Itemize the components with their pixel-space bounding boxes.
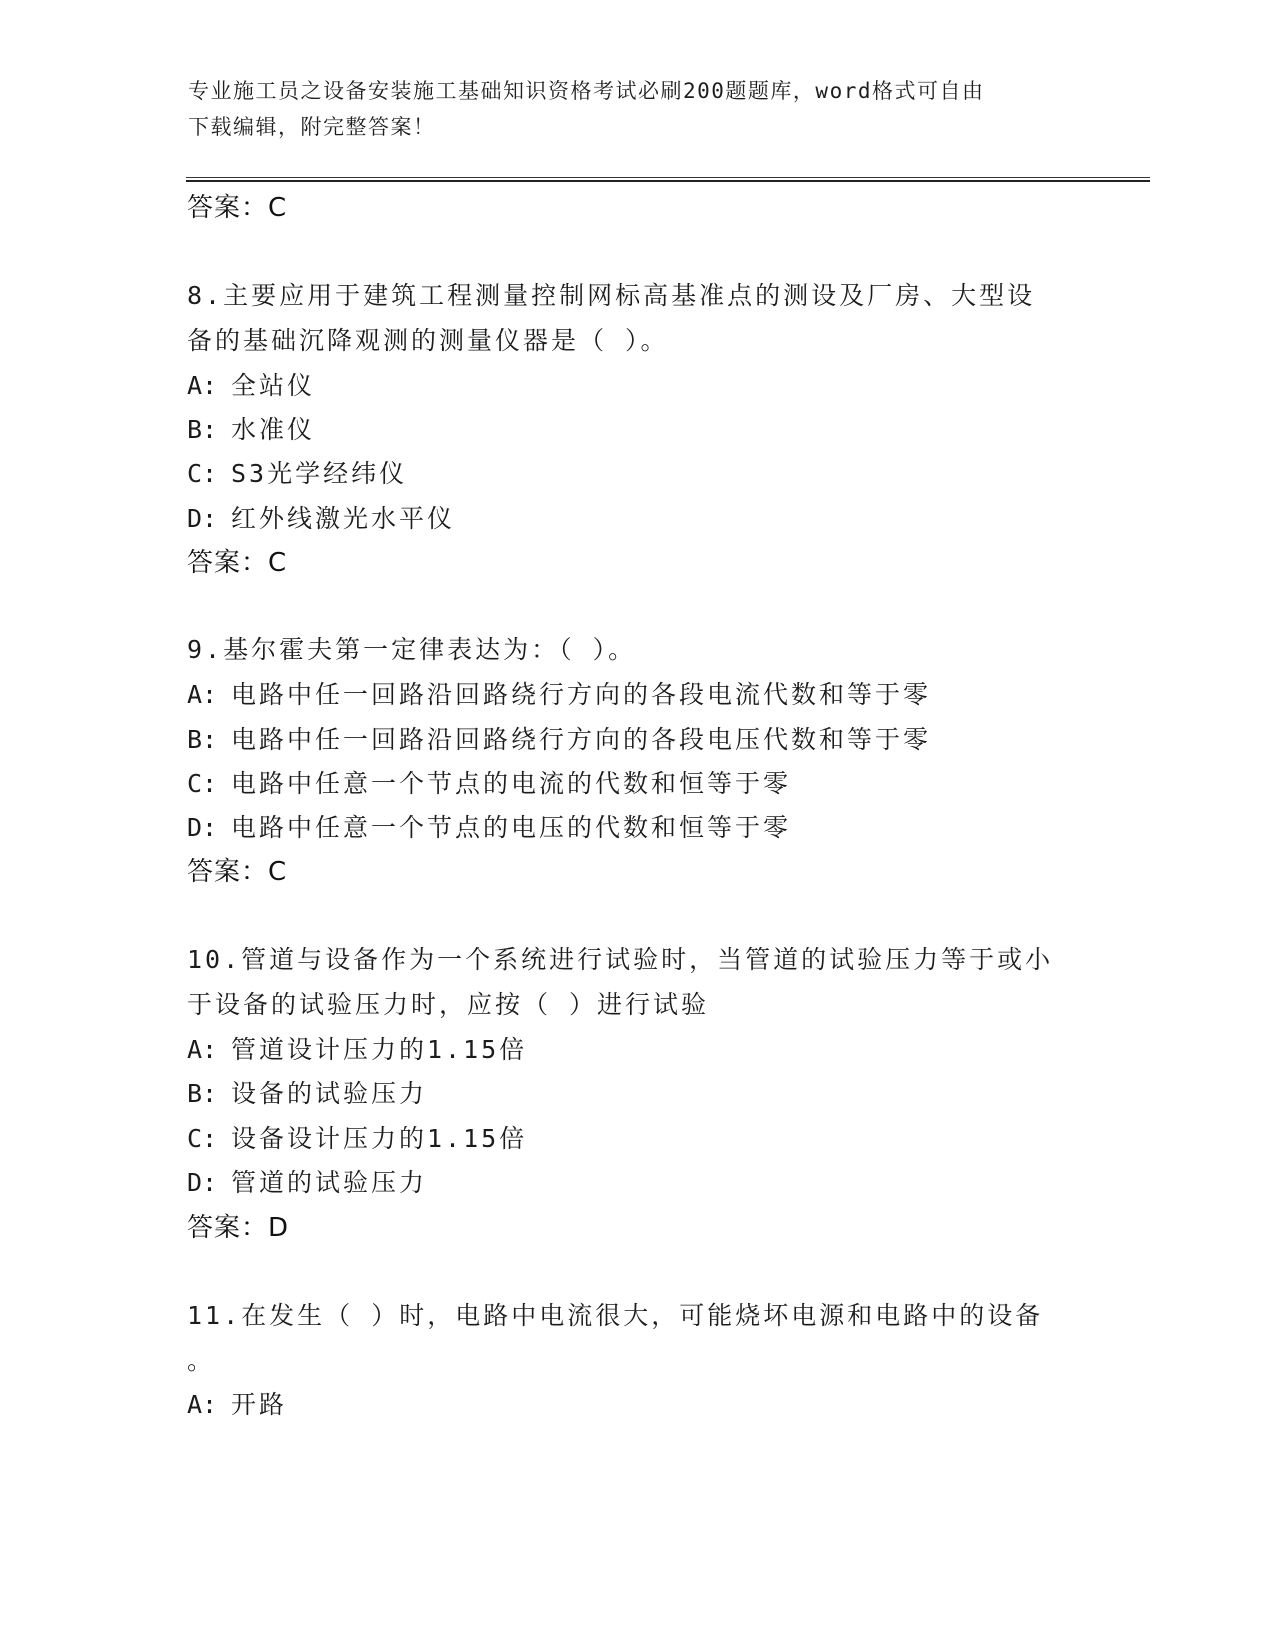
option-key: A: [187,680,218,709]
option-line [187,718,931,762]
option-text: 管道设计压力的1.15倍 [231,1035,528,1064]
option-text: 电路中任意一个节点的电压的代数和恒等于零 [231,813,792,842]
option-line [187,1117,527,1161]
option-text: 管道的试验压力 [231,1168,428,1197]
option-line [187,673,931,717]
option-text: 水准仪 [231,415,316,444]
option-line [187,1161,427,1205]
option-key: B: [187,1079,218,1108]
option-text: 电路中任意一个节点的电流的代数和恒等于零 [231,769,792,798]
option-key: A: [187,1035,218,1064]
option-text: 开路 [231,1390,288,1419]
option-line [187,1383,287,1427]
header-line-2: 下载编辑，附完整答案！ [188,115,436,139]
option-key: C: [187,459,218,488]
option-key: B: [187,415,218,444]
question-text-line: 11.在发生（ ）时，电路中电流很大，可能烧坏电源和电路中的设备 [187,1301,1044,1330]
question-text-line: 10.管道与设备作为一个系统进行试验时，当管道的试验压力等于或小 [187,945,1054,974]
option-text: 电路中任一回路沿回路绕行方向的各段电流代数和等于零 [231,680,932,709]
option-key: D: [187,813,218,842]
question-text-line: 备的基础沉降观测的测量仪器是（ ）。 [187,326,669,355]
option-key: D: [187,504,218,533]
answer-line: 答案：C [187,193,288,223]
option-line [187,452,407,496]
question-text-line: 。 [187,1346,216,1375]
option-text: 全站仪 [231,371,316,400]
header-divider [186,177,1150,182]
header-line-1: 专业施工员之设备安装施工基础知识资格考试必刷200题题库，word格式可自由 [188,79,985,103]
option-key: D: [187,1168,218,1197]
document-header [188,73,1068,145]
answer-line: 答案：C [187,857,288,887]
option-line [187,408,315,452]
option-key: C: [187,1124,218,1153]
option-text: 设备设计压力的1.15倍 [231,1124,528,1153]
option-key: B: [187,725,218,754]
option-line [187,1072,427,1116]
option-text: 设备的试验压力 [231,1079,428,1108]
question-text-line: 9.基尔霍夫第一定律表达为：（ ）。 [187,635,637,664]
option-line [187,806,791,850]
option-key: C: [187,769,218,798]
option-text: 电路中任一回路沿回路绕行方向的各段电压代数和等于零 [231,725,932,754]
question-text-line: 8.主要应用于建筑工程测量控制网标高基准点的测设及厂房、大型设 [187,281,1036,310]
answer-line: 答案：D [187,1213,290,1243]
option-line [187,1028,527,1072]
option-key: A: [187,1390,218,1419]
option-key: A: [187,371,218,400]
option-text: S3光学经纬仪 [231,459,408,488]
question-text-line: 于设备的试验压力时，应按（ ）进行试验 [187,990,710,1019]
option-text: 红外线激光水平仪 [231,504,456,533]
option-line [187,364,315,408]
answer-line: 答案：C [187,548,288,578]
option-line [187,762,791,806]
option-line [187,497,455,541]
